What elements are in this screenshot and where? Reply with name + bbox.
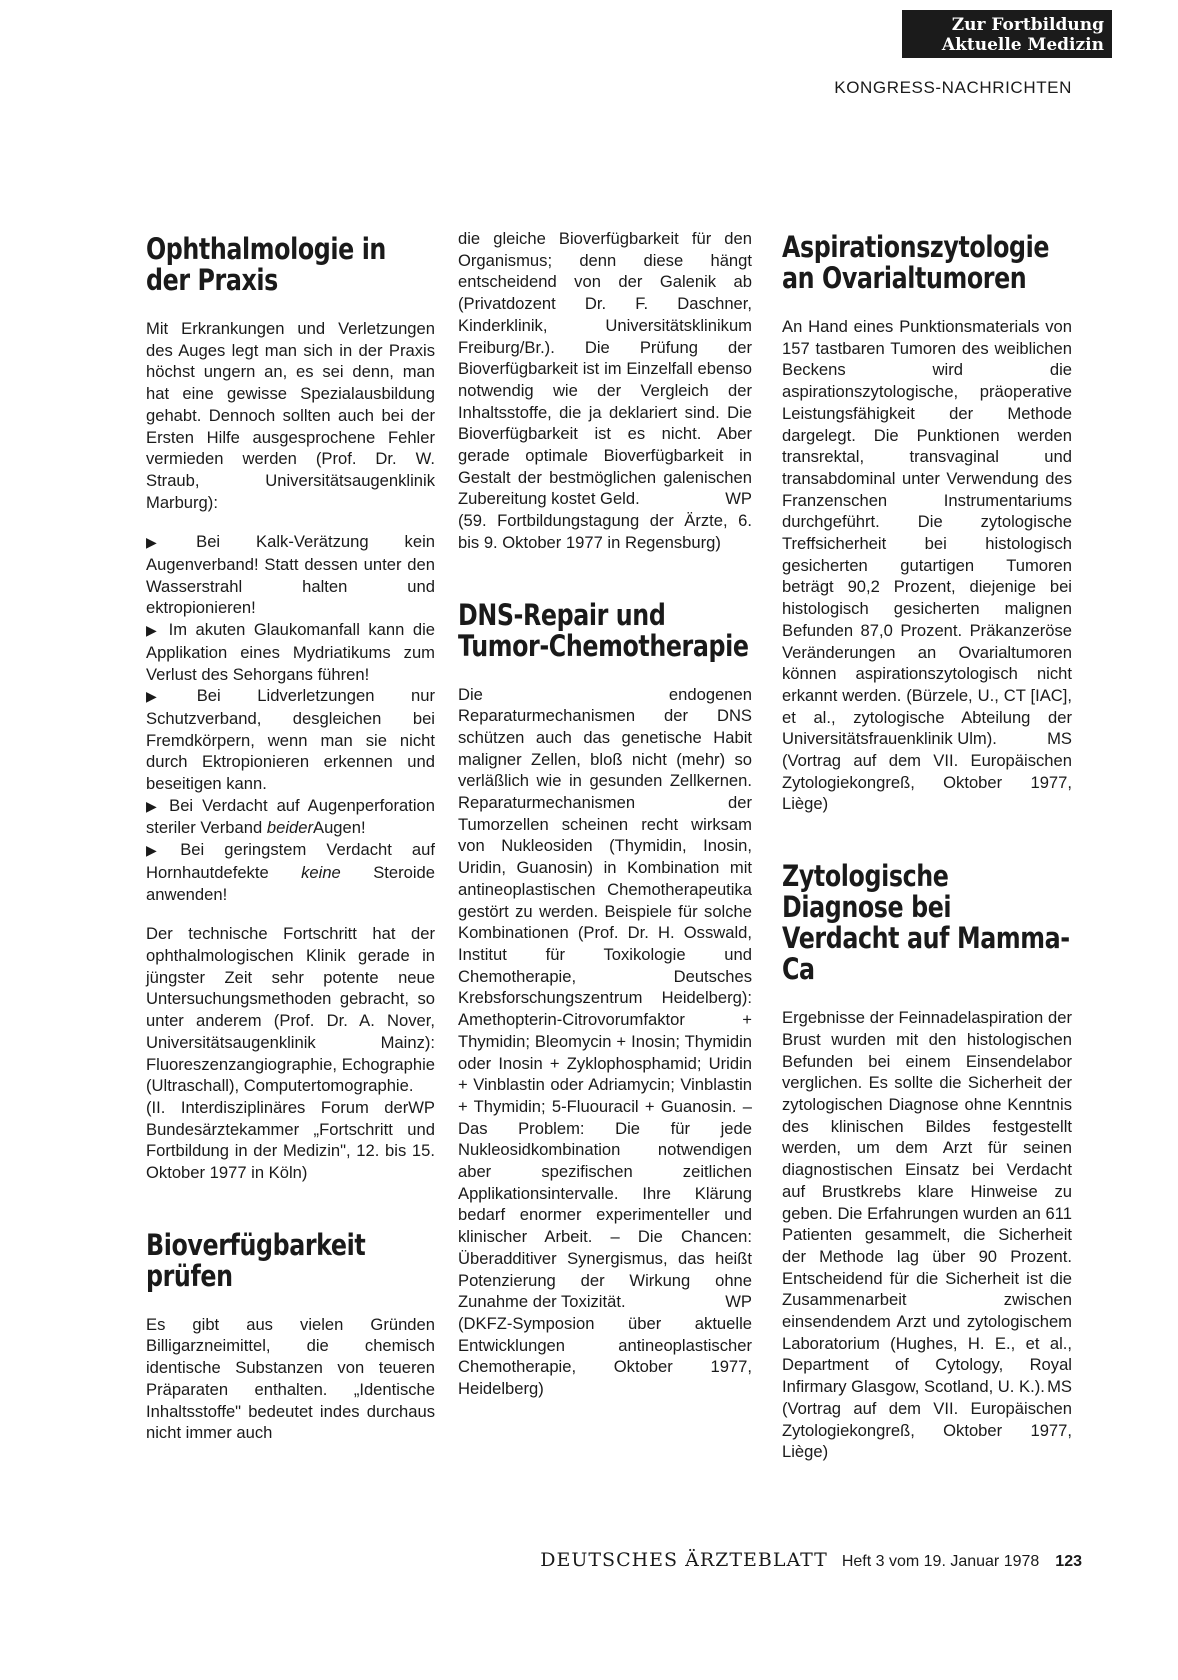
source-zytologie: (Vortrag auf dem VII. Europäischen Zytologiekongreß, Oktober 1977, Liège) — [782, 1398, 1072, 1462]
ophthalmologie-body-2 — [146, 923, 435, 1117]
bullet-4 — [146, 795, 435, 839]
bullet-5-text: Bei geringstem Verdacht auf Hornhautdefekte — [146, 840, 435, 882]
column-2 — [458, 228, 752, 1400]
arrow-icon: ▶ — [146, 622, 161, 639]
rubric-box — [902, 10, 1112, 58]
ophthalmologie-body-2-text: Der technische Fortschritt hat der ophthalmologischen Klinik gerade in jüngster Zeit sehr potente neue Untersuchungsmethoden gebracht, so unter anderem (Prof. Dr. A. Nover, Universitätsaugenklinik Mainz): Fluoreszenzangiographie, Echographie (Ultraschall), Computertomographie. — [146, 924, 435, 1096]
zytologie-body-text: Ergebnisse der Feinnadelaspiration der Brust wurden mit den histologischen Befunden bei einem Einsendelabor verglichen. Es sollte die Sicherheit der zytologischen Diagnose ohne Kenntnis des klinischen Bildes festgestellt werden, um dem Arzt für seinen diagnostischen Einsatz bei Verdacht auf Brustkrebs klare Hinweise zu geben. Die Erfahrungen wurden an 611 Patienten gesammelt, die Sicherheit der Methode lag über 90 Prozent. Entscheidend für die Sicherheit ist die Zusammenarbeit zwischen einsendendem Arzt und zytologischem Laboratorium (Hughes, H. E., et al., Department of Cytology, Royal Infirmary Glasgow, Scotland, U. K.). — [782, 1008, 1072, 1397]
bullet-4-text-end: Augen! — [313, 818, 366, 838]
title-zytologie: Zytologische Diagnose bei Verdacht auf Mamma-Ca — [782, 859, 1070, 987]
column-1 — [146, 234, 435, 1444]
title-bioverfuegbarkeit: Bioverfügbarkeit prüfen — [146, 1227, 366, 1293]
bullet-1-text: Bei Kalk-Verätzung kein Augenverband! Statt dessen unter den Wasserstrahl halten und ektropionieren! — [146, 532, 435, 618]
signature-wp: WP — [408, 1097, 435, 1117]
arrow-icon: ▶ — [146, 688, 189, 705]
signature-ms: MS — [1047, 729, 1072, 749]
aspiration-body-text: An Hand eines Punktionsmaterials von 157 tastbaren Tumoren des weiblichen Beckens wird die aspirationszytologische, präoperative Leistungsfähigkeit der Methode dargelegt. Die Punktionen werden transrektal, transvaginal und transabdominal unter Verwendung des Franzenschen Instrumentariums durchgeführt. Die zytologische Treffsicherheit bei histologisch gesicherten gutartigen Tumoren beträgt 90,2 Prozent, diejenige bei histologisch gesicherten malignen Befunden 87,0 Prozent. Präkanzeröse Veränderungen an Ovarialtumoren können aspirationszytologisch nicht erkannt werden. (Bürzele, U., CT [IAC], et al., zytologische Abteilung der Universitätsfrauenklinik Ulm). — [782, 317, 1072, 749]
bullet-5-text-end: Steroide anwenden! — [146, 862, 435, 904]
ophthalmologie-intro: Mit Erkrankungen und Verletzungen des Auges legt man sich in der Praxis höchst ungern an, es sei denn, man hat eine gewisse Spezialausbildung gehabt. Dennoch sollten auch bei der Ersten Hilfe ausgesprochene Fehler vermieden werden (Prof. Dr. W. Straub, Universitätsaugenklinik Marburg): — [146, 319, 435, 512]
bioverfuegbarkeit-body-part-2 — [458, 228, 752, 510]
arrow-icon: ▶ — [146, 797, 162, 814]
bullet-4-emphasis: beider — [266, 818, 313, 838]
zytologie-body — [782, 1007, 1072, 1398]
signature-wp: WP — [725, 489, 752, 509]
issue-info: Heft 3 vom 19. Januar 1978 — [841, 1553, 1040, 1570]
arrow-icon: ▶ — [146, 534, 189, 551]
title-dns: DNS-Repair und Tumor-Chemotherapie — [458, 597, 749, 663]
section-label: KONGRESS-NACHRICHTEN — [834, 78, 1072, 97]
dns-body-text: Die endogenen Reparaturmechanismen der DNS schützen auch das genetische Habit maligner Zellen, bloß nicht (mehr) so verläßlich wie in gesunden Zellkernen. Reparaturmechanismen der Tumorzellen scheinen recht wirksam von Nukleosiden (Thymidin, Inosin, Uridin, Guanosin) in Kombination mit antineoplastischen Chemotherapeutika gestört zu werden. Beispiele für solche Kombinationen (Prof. Dr. H. Osswald, Institut für Toxikologie und Chemotherapie, Deutsches Krebsforschungszentrum Heidelberg): Amethopterin-Citrovorumfaktor + Thymidin; Bleomycin + Inosin; Thymidin oder Inosin + Zyklophosphamid; Uridin + Vinblastin oder Adriamycin; Vinblastin + Thymidin; 5-Fluouracil + Guanosin. – Das Problem: Die für jede Nukleosidkombination notwendigen aber spezifischen zeitlichen Applikationsintervalle. Ihre Klärung bedarf enormer experimenteller und klinischer Arbeit. – Die Chancen: Überadditiver Synergismus, das heißt Potenzierung der Wirkung ohne Zunahme der Toxizität. — [458, 684, 752, 1312]
bullet-1 — [146, 531, 435, 619]
arrow-icon: ▶ — [146, 842, 173, 859]
page-footer — [482, 1549, 1082, 1571]
page-number: 123 — [1055, 1553, 1082, 1570]
signature-wp: WP — [725, 1292, 752, 1312]
dns-body — [458, 684, 752, 1313]
title-ophthalmologie: Ophthalmologie in der Praxis — [146, 232, 386, 297]
source-bioverfuegbarkeit: (59. Fortbildungstagung der Ärzte, 6. bis 9. Oktober 1977 in Regensburg) — [458, 511, 752, 552]
source-ophthalmologie: (II. Interdisziplinäres Forum der Bundesärztekammer „Fortschritt und Fortbildung in der Medizin", 12. bis 15. Oktober 1977 in Köln) — [146, 1097, 435, 1183]
source-dns: (DKFZ-Symposion über aktuelle Entwicklungen antineoplastischer Chemotherapie, Oktober 1977, Heidelberg) — [458, 1313, 752, 1399]
source-aspiration: (Vortrag auf dem VII. Europäischen Zytologiekongreß, Oktober 1977, Liège) — [782, 751, 1072, 814]
column-3 — [782, 232, 1072, 1463]
bioverfuegbarkeit-body-part-1: Es gibt aus vielen Gründen Billigarzneimittel, die chemisch identische Substanzen von teueren Präparaten enthalten. „Identische Inhaltsstoffe" bedeutet indes durchaus nicht immer auch — [146, 1314, 435, 1443]
bioverfuegbarkeit-body-part-2-text: die gleiche Bioverfügbarkeit für den Organismus; denn diese hängt entscheidend von der Galenik ab (Privatdozent Dr. F. Daschner, Kinderklinik, Universitätsklinikum Freiburg/Br.). Die Prüfung der Bioverfügbarkeit ist im Einzelfall ebenso notwendig wie der Vergleich der Inhaltsstoffe, die ja deklariert sind. Die Bioverfügbarkeit ist es nicht. Aber gerade optimale Bioverfügbarkeit in Gestalt der bestmöglichen galenischen Zubereitung kostet Geld. — [458, 229, 752, 509]
rubric-line-1: Zur Fortbildung — [951, 15, 1104, 35]
bullet-5-emphasis: keine — [301, 862, 341, 882]
bullet-5 — [146, 839, 435, 905]
journal-name: DEUTSCHES ÄRZTEBLATT — [540, 1549, 828, 1571]
bullet-4-text: Bei Verdacht auf Augenperforation steriler Verband — [146, 795, 435, 838]
aspiration-body — [782, 316, 1072, 750]
bullet-3 — [146, 685, 435, 795]
rubric-line-2: Aktuelle Medizin — [941, 35, 1104, 55]
signature-ms: MS — [1047, 1377, 1072, 1397]
bullet-2-text: Im akuten Glaukomanfall kann die Applikation eines Mydriatikums zum Verlust des Sehorgans führen! — [146, 620, 435, 684]
bullet-2 — [146, 619, 435, 685]
bullet-3-text: Bei Lidverletzungen nur Schutzverband, desgleichen bei Fremdkörpern, wenn man sie nicht durch Ektropionieren erkennen und beseitigen kann. — [146, 686, 435, 794]
title-aspiration: Aspirationszytologie an Ovarialtumoren — [782, 230, 1050, 295]
